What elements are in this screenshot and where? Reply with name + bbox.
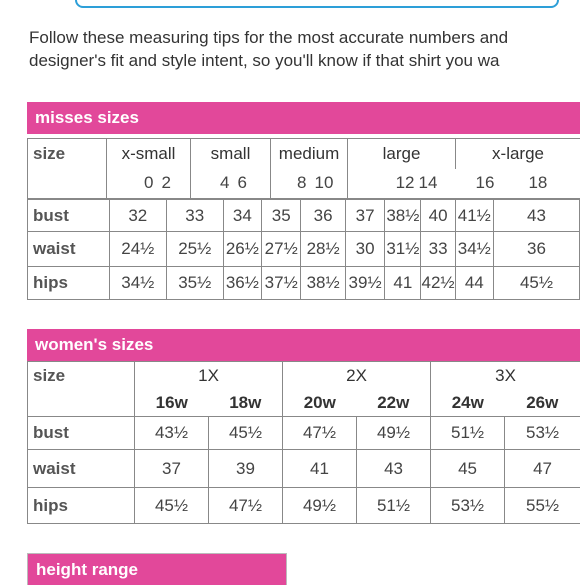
misses-hips-10: 39½ [345,267,384,300]
womens-group-3x: 3X [431,362,580,390]
womens-hips-18w: 47½ [209,488,283,524]
womens-size-label: size [28,362,135,390]
intro-line-2: designer's fit and style intent, so you'll know if that shirt you wa [29,51,500,70]
misses-group-large: large [348,139,456,169]
misses-bust-18: 43 [493,200,579,232]
misses-waist-6: 27½ [262,232,301,267]
misses-sizes-table [27,138,580,199]
intro-text [29,26,580,72]
womens-sizes-table [27,361,580,524]
womens-size-24w: 24w [431,390,505,417]
misses-size-16: 16 [475,173,495,193]
misses-hips-18: 45½ [493,267,579,300]
misses-sizes-header: misses sizes [27,102,580,134]
womens-size-label-spacer [28,390,135,417]
womens-waist-26w: 47 [505,450,580,488]
misses-size-10: 10 [315,169,348,199]
misses-size-18: 18 [528,173,548,193]
misses-bust-8: 36 [301,200,346,232]
misses-measurements-table [27,199,580,300]
misses-hips-16: 44 [455,267,493,300]
misses-hips-8: 38½ [301,267,346,300]
misses-bust-10: 37 [345,200,384,232]
misses-row-waist-label: waist [28,232,110,267]
womens-bust-22w: 49½ [357,417,431,450]
womens-bust-20w: 47½ [283,417,357,450]
womens-size-18w: 18w [209,390,283,417]
misses-group-xlarge: x-large [456,139,580,169]
womens-size-26w: 26w [505,390,580,417]
misses-waist-0: 24½ [109,232,166,267]
womens-bust-16w: 43½ [135,417,209,450]
womens-row-bust-label: bust [28,417,135,450]
misses-hips-12: 41 [385,267,421,300]
womens-waist-16w: 37 [135,450,209,488]
womens-size-22w: 22w [357,390,431,417]
misses-hips-2: 35½ [166,267,223,300]
womens-bust-24w: 51½ [431,417,505,450]
womens-group-2x: 2X [283,362,431,390]
misses-size-16-18 [456,169,580,199]
misses-waist-8: 28½ [301,232,346,267]
misses-size-12: 12 [348,169,419,199]
womens-hips-24w: 53½ [431,488,505,524]
misses-hips-0: 34½ [109,267,166,300]
misses-waist-16: 34½ [455,232,493,267]
misses-waist-12: 31½ [385,232,421,267]
misses-size-label-spacer [28,169,107,199]
womens-size-20w: 20w [283,390,357,417]
womens-group-1x: 1X [135,362,283,390]
womens-waist-18w: 39 [209,450,283,488]
womens-bust-18w: 45½ [209,417,283,450]
top-panel-border [75,0,559,8]
misses-waist-4: 26½ [223,232,261,267]
misses-bust-4: 34 [223,200,261,232]
misses-waist-10: 30 [345,232,384,267]
misses-group-small: small [191,139,271,169]
womens-size-16w: 16w [135,390,209,417]
misses-size-label: size [28,139,107,169]
misses-hips-6: 37½ [262,267,301,300]
womens-row-waist-label: waist [28,450,135,488]
misses-group-xsmall: x-small [107,139,191,169]
misses-size-0: 0 [107,169,162,199]
misses-bust-12: 38½ [385,200,421,232]
womens-row-hips-label: hips [28,488,135,524]
misses-row-bust-label: bust [28,200,110,232]
womens-hips-16w: 45½ [135,488,209,524]
misses-size-4: 4 [191,169,238,199]
womens-hips-26w: 55½ [505,488,580,524]
misses-size-2: 2 [162,169,191,199]
misses-waist-2: 25½ [166,232,223,267]
misses-size-6: 6 [238,169,271,199]
misses-row-hips-label: hips [28,267,110,300]
misses-bust-16: 41½ [455,200,493,232]
womens-hips-20w: 49½ [283,488,357,524]
intro-line-1: Follow these measuring tips for the most accurate numbers and [29,28,509,47]
misses-bust-2: 33 [166,200,223,232]
misses-bust-0: 32 [109,200,166,232]
misses-bust-14: 40 [421,200,455,232]
misses-size-8: 8 [271,169,315,199]
womens-waist-24w: 45 [431,450,505,488]
misses-hips-14: 42½ [421,267,455,300]
misses-bust-6: 35 [262,200,301,232]
womens-waist-22w: 43 [357,450,431,488]
misses-waist-14: 33 [421,232,455,267]
womens-waist-20w: 41 [283,450,357,488]
misses-waist-18: 36 [493,232,579,267]
height-range-header: height range [27,553,287,585]
womens-hips-22w: 51½ [357,488,431,524]
womens-sizes-header: women's sizes [27,329,580,361]
misses-group-medium: medium [271,139,348,169]
misses-hips-4: 36½ [223,267,261,300]
womens-bust-26w: 53½ [505,417,580,450]
misses-size-14: 14 [419,169,456,199]
